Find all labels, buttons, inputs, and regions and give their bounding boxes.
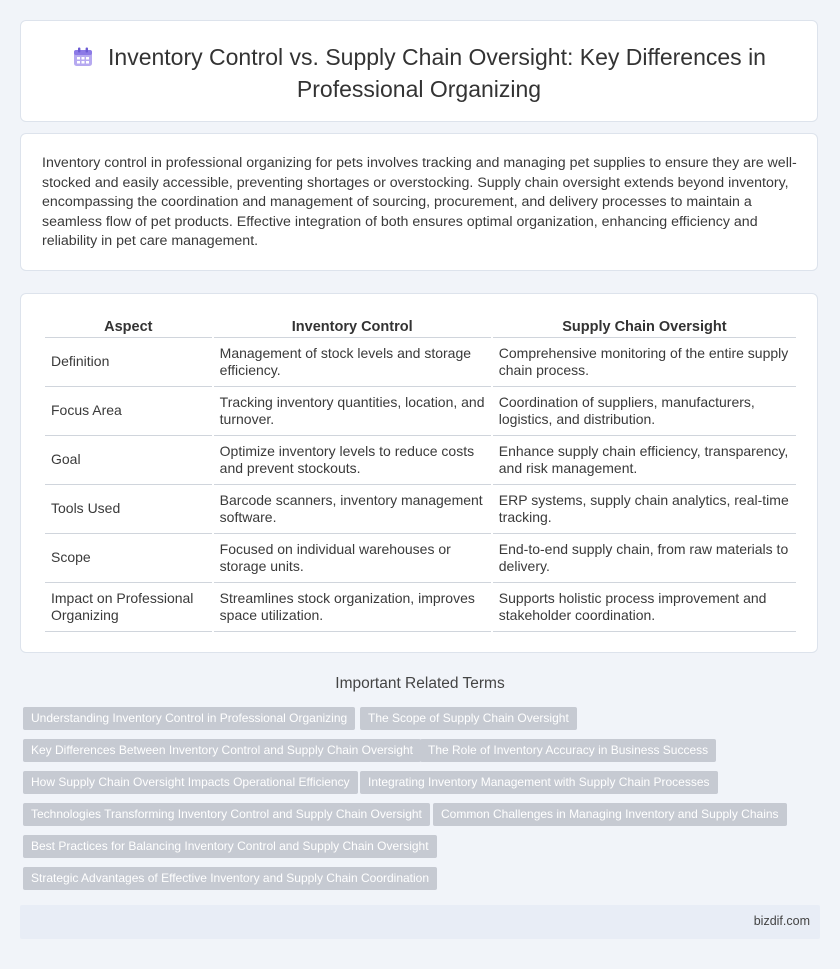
table-cell: Impact on Professional Organizing [45,583,212,632]
table-cell: Streamlines stock organization, improves space utilization. [214,583,491,632]
table-cell: Focused on individual warehouses or storage units. [214,534,491,583]
comparison-table [43,316,798,632]
intro-paragraph: Inventory control in professional organizing for pets involves tracking and managing pet supplies to ensure they are well-stocked and easily accessible, preventing shortages or overstocking. Supply chain oversight extends beyond inventory, encompassing the coordination and management of sourcing, procurement, and delivery processes to maintain a seamless flow of pet products. Effective integration of both ensures optimal organization, enhancing efficiency and reliability in pet care management. [42,155,797,249]
table-cell: Supports holistic process improvement and stakeholder coordination. [493,583,796,632]
table-cell: Tracking inventory quantities, location, and turnover. [214,387,491,436]
table-cell: Optimize inventory levels to reduce costs and prevent stockouts. [214,436,491,485]
table-cell: Barcode scanners, inventory management software. [214,485,491,534]
table-cell: Focus Area [45,387,212,436]
related-term-tag[interactable]: Understanding Inventory Control in Professional Organizing [23,707,355,730]
table-cell: Goal [45,436,212,485]
table-row [45,387,796,436]
comparison-card [20,293,818,653]
related-term-tag[interactable]: The Role of Inventory Accuracy in Business Success [420,739,716,762]
table-row [45,583,796,632]
table-cell: ERP systems, supply chain analytics, real-time tracking. [493,485,796,534]
table-cell: Enhance supply chain efficiency, transparency, and risk management. [493,436,796,485]
footer [20,905,820,939]
table-cell: Coordination of suppliers, manufacturers, logistics, and distribution. [493,387,796,436]
table-row [45,436,796,485]
intro-card [20,133,818,271]
table-row [45,338,796,387]
table-header-row [45,316,796,338]
table-row [45,534,796,583]
table-cell: Scope [45,534,212,583]
table-row [45,485,796,534]
table-cell: Comprehensive monitoring of the entire supply chain process. [493,338,796,387]
related-term-tag[interactable]: Common Challenges in Managing Inventory and Supply Chains [433,803,787,826]
table-cell: Definition [45,338,212,387]
related-term-tag[interactable]: Best Practices for Balancing Inventory Control and Supply Chain Oversight [23,835,437,858]
related-term-tag[interactable]: The Scope of Supply Chain Oversight [360,707,577,730]
footer-site-link[interactable]: bizdif.com [753,914,810,928]
table-cell: Tools Used [45,485,212,534]
column-header-inventory-control: Inventory Control [214,316,491,338]
column-header-supply-chain-oversight: Supply Chain Oversight [493,316,796,338]
title-line-1: Inventory Control vs. Supply Chain Oversight: Key Differences in [108,44,766,70]
page-title [21,43,817,104]
related-term-tag[interactable]: Key Differences Between Inventory Control and Supply Chain Oversight [23,739,421,762]
related-term-tag[interactable]: Strategic Advantages of Effective Inventory and Supply Chain Coordination [23,867,437,890]
related-term-tag[interactable]: Technologies Transforming Inventory Control and Supply Chain Oversight [23,803,430,826]
related-term-tag[interactable]: How Supply Chain Oversight Impacts Operational Efficiency [23,771,358,794]
related-term-tag[interactable]: Integrating Inventory Management with Supply Chain Processes [360,771,718,794]
calendar-icon [72,46,94,75]
title-line-2: Professional Organizing [296,76,542,102]
table-cell: End-to-end supply chain, from raw materials to delivery. [493,534,796,583]
column-header-aspect: Aspect [45,316,212,338]
table-cell: Management of stock levels and storage efficiency. [214,338,491,387]
header-card [20,20,818,122]
related-terms-heading: Important Related Terms [335,675,505,692]
